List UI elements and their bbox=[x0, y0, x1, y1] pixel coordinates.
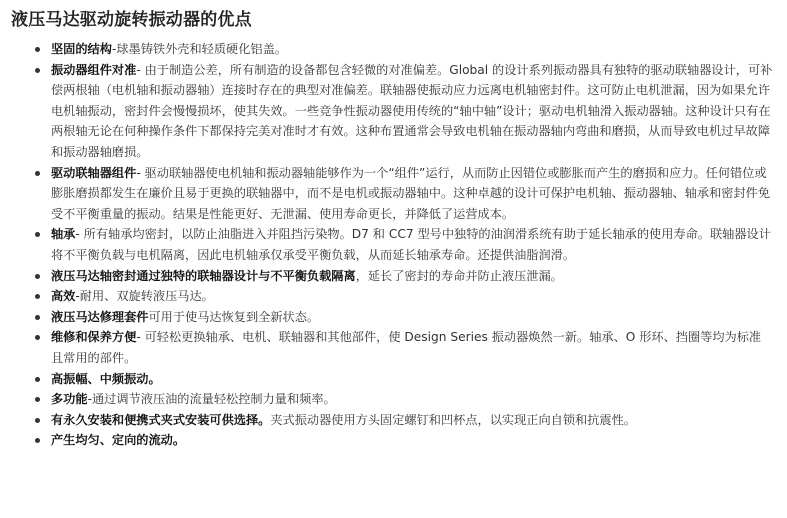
bullet-icon bbox=[35, 438, 40, 443]
bullet-icon bbox=[35, 315, 40, 320]
list-item-maintenance bbox=[51, 327, 773, 368]
item-text: - 可轻松更换轴承、电机、联轴器和其他部件，使 Design Series 振动器焕然一新。轴承、O 形环、挡圈等均为标准且常用的部件。 bbox=[51, 330, 762, 365]
item-lead: 振动器组件对准 bbox=[51, 62, 137, 77]
list-item-coupling bbox=[51, 163, 773, 225]
item-lead: 液压马达轴密封通过独特的联轴器设计与不平衡负载隔离 bbox=[51, 268, 356, 283]
item-lead: 坚固的结构 bbox=[51, 42, 112, 56]
list-item-versatile bbox=[51, 389, 773, 410]
item-lead: 高效 bbox=[51, 289, 76, 304]
item-lead: 维修和保养方便 bbox=[51, 330, 137, 345]
list-item-structure bbox=[51, 39, 773, 60]
list-item-amplitude bbox=[51, 369, 773, 390]
item-text: - 驱动联轴器使电机轴和振动器轴能够作为一个“组件”运行，从而防止因错位或膨胀而产生的磨损和应力。任何错位或膨胀磨损都发生在廉价且易于更换的联轴器中，而不是电机或振动器轴中。这种卓越的设计可保护电机轴、振动器轴、轴承和密封件免受不平衡重量的振动。结果是性能更好、无泄漏、使用寿命更长，并降低了运营成本。 bbox=[51, 165, 771, 221]
bullet-icon bbox=[35, 294, 40, 299]
item-text: - 所有轴承均密封，以防止油脂进入并阻挡污染物。D7 和 CC7 型号中独特的油润滑系统有助于延长轴承的使用寿命。联轴器设计将不平衡负载与电机隔离，因此电机轴承仅承受平衡负载，从而延长轴承寿命。还提供油脂润滑。 bbox=[51, 227, 771, 262]
item-lead: 驱动联轴器组件 bbox=[51, 165, 137, 180]
bullet-icon bbox=[35, 274, 40, 279]
list-item-seal bbox=[51, 266, 773, 287]
item-lead: 多功能 bbox=[51, 392, 88, 407]
bullet-icon bbox=[35, 418, 40, 423]
list-item-mounting bbox=[51, 410, 773, 431]
bullet-icon bbox=[35, 171, 40, 176]
list-item-repair-kit bbox=[51, 307, 773, 328]
item-text: -耐用、双旋转液压马达。 bbox=[75, 289, 214, 304]
list-item-efficiency bbox=[51, 286, 773, 307]
bullet-icon bbox=[35, 397, 40, 402]
bullet-icon bbox=[35, 68, 40, 73]
item-text: -通过调节液压油的流量轻松控制力量和频率。 bbox=[87, 392, 336, 407]
bullet-icon bbox=[35, 335, 40, 340]
bullet-icon bbox=[35, 377, 40, 382]
item-lead: 产生均匀、定向的流动。 bbox=[51, 433, 186, 448]
item-lead: 有永久安装和便携式夹式安装可供选择。 bbox=[51, 412, 271, 427]
item-lead: 液压马达修理套件 bbox=[51, 309, 149, 324]
item-text: 夹式振动器使用方头固定螺钉和凹杯点，以实现正向自锁和抗震性。 bbox=[270, 412, 636, 427]
features-list bbox=[11, 39, 773, 451]
item-lead: 轴承 bbox=[51, 227, 76, 242]
page-title: 液压马达驱动旋转振动器的优点 bbox=[11, 10, 252, 30]
item-lead: 高振幅、中频振动。 bbox=[51, 371, 161, 386]
item-text: 可用于使马达恢复到全新状态。 bbox=[148, 309, 320, 324]
item-text: ，延长了密封的寿命并防止液压泄漏。 bbox=[355, 268, 563, 283]
list-item-flow bbox=[51, 430, 773, 451]
bullet-icon bbox=[35, 232, 40, 237]
item-text: - 由于制造公差，所有制造的设备都包含轻微的对准偏差。Global 的设计系列振动器具有独特的驱动联轴器设计，可补偿两根轴（电机轴和振动器轴）连接时存在的典型对准偏差。联轴器使振动应力远离电机轴密封件。这可防止电机泄漏，因为如果允许电机轴振动，密封件会慢慢损坏，使其失效。一些竞争性振动器使用传统的“轴中轴”设计；驱动电机轴滑入振动器轴。这种设计只有在两根轴无论在何种操作条件下都保持完美对准时才有效。这种布置通常会导致电机轴在振动器轴内弯曲和磨损，从而导致电机过早故障和振动器轴磨损。 bbox=[51, 62, 773, 159]
list-item-alignment bbox=[51, 60, 773, 163]
item-text: -球墨铸铁外壳和轻质硬化铝盖。 bbox=[111, 42, 287, 56]
list-item-bearings bbox=[51, 224, 773, 265]
bullet-icon bbox=[35, 47, 40, 52]
